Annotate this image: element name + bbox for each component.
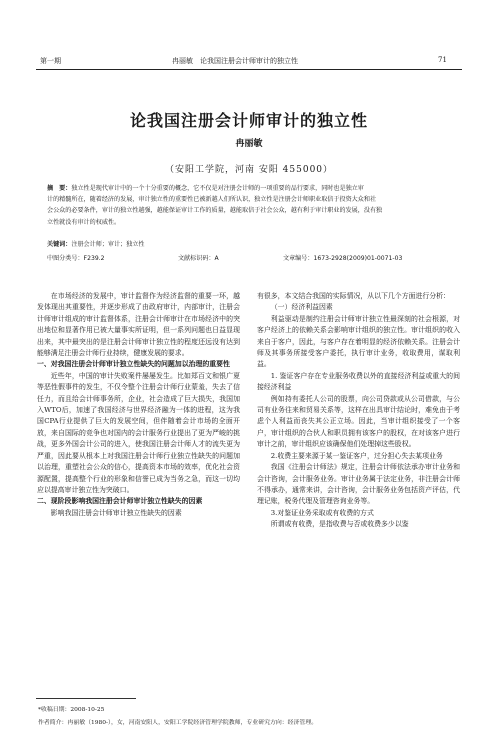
body-paragraph: 例如持有委托人公司的股票，向公司贷款或从公司借款，与公司有业务往来和贸易关系等，这样在出具审计结论时，难免由于考虑个人利益而丧失其公正立场。因此，当审计组织接受了一个客户，审计组织的合伙人和职员拥有该客户的股权，在对该客户进行审计之前，审计组织应该确保他们处理掉这些股权。 [257, 394, 460, 449]
received-date: *收稿日期：2008-10-25 [38, 707, 105, 713]
section-heading: 一、对我国注册会计师审计独立性缺失的问题加以治理的重要性 [37, 360, 230, 369]
body-paragraph: 我国《注册会计师法》规定，注册会计师依法承办审计业务和会计咨询，会计服务业务。审计业务属于法定业务，非注册会计师不得承办，通常来讲，会计咨询，会计服务业务包括资产评估，代理记账，税务代理及管理咨询业务等。 [257, 463, 460, 506]
author-affiliation: （安阳工学院，河南 安阳 455000） [164, 165, 334, 175]
keywords [47, 239, 145, 248]
header-rule [36, 69, 462, 70]
page-number: 71 [438, 56, 447, 64]
body-paragraph: 在市场经济的发展中，审计监督作为经济监督的重要一环，越发体现出其重要性，并逐步形成了由政府审计，内部审计，注册会计师审计组成的审计监督体系，注册会计师审计在市场经济中的突出地位和显著作用已被大量事实所证明，但一系列问题也日益显现出来，其中最突出的是注册会计师审计独立性的程度还远没有达到能够满足注册会计师行业持续，健康发展的要求。 [37, 292, 240, 358]
abstract-line: 立性就没有审计的权威性。 [47, 218, 121, 226]
journal-issue: 第一期 [40, 57, 61, 65]
abstract-line: 计的精髓所在，随着经济的发展，审计独立性的重要性已被新越人们所认识，独立性是注册会计师职业取信于投资大众和社 [47, 196, 377, 204]
subsection-heading: （一）经济利益因素 [270, 303, 333, 312]
body-paragraph: 所谓或有收费，是指收费与否或收费多少以鉴 [270, 520, 409, 529]
abstract-line [47, 183, 455, 194]
keywords-text: 注册会计师；审计；独立性 [71, 241, 145, 248]
clc-number: 中图分类号：F239.2 [47, 255, 105, 262]
section-heading: 二、现阶段影响我国注册会计师审计独立性缺失的因素 [37, 497, 203, 506]
author-bio: 作者简介：冉丽敏（1980-），女，河南安阳人，安阳工学院经济管理学院教师，专业研究方向：经济管理。 [38, 720, 318, 726]
body-paragraph: 近些年，中国的审计失败案件屡屡发生。比如郑百文和银广夏等恶性假事件的发生，不仅令整个注册会计师行业蒙羞，失去了信任力，而且给会计师事务所，企业，社会造成了巨大损失，我国加入WTO后，加速了我国经济与世界经济融为一体的进程，这为我国CPA行业提供了巨大的发展空间，但伴随着会计市场的全面开放，来自国际的竞争也对国内的会计服务行业提出了更为严峻的挑战，更多外国会计公司的进入，使我国注册会计师人才的流失更为严重，因此要从根本上对我国注册会计师行业独立性缺失的问题加以治理，重塑社会公众的信心，提高资本市场的效率，优化社会资源配置，提高整个行业的形象和信誉已成为当务之急，而这一切均应以提高审计独立性为突破口。 [37, 371, 240, 494]
numbered-item: 2.收费主要来源于某一鉴证客户，过分担心失去某项业务 [270, 451, 443, 460]
running-title: 冉丽敏 论我国注册会计师审计的独立性 [172, 57, 298, 65]
body-paragraph: 有很多，本文结合我国的实际情况，从以下几个方面进行分析： [257, 292, 450, 300]
numbered-item: 3.对鉴证业务采取或有收费的方式 [270, 508, 374, 517]
left-column [37, 291, 240, 519]
article-author: 冉丽敏 [235, 139, 263, 149]
numbered-item: 1. 鉴证客户存在专业服务收费以外的直接经济利益或重大的间接经济利益 [257, 371, 460, 392]
article-title: 论我国注册会计师审计的独立性 [129, 111, 368, 130]
right-column [257, 291, 460, 531]
footnote-rule [36, 698, 136, 699]
body-paragraph: 影响我国注册会计师审计独立性缺失的因素 [50, 508, 182, 517]
article-number: 文章编号：1673-2928(2009)01-0071-03 [283, 255, 403, 262]
abstract-line: 会公众的必要条件，审计的独立性越强，越能保证审计工作的质量，越能取信于社会公众，越有利于审计职业的发展，没有独 [47, 207, 383, 215]
abstract-label: 摘 要： [47, 185, 72, 192]
keywords-label: 关键词： [47, 241, 72, 248]
abstract-text: 独立性是现代审计中的一个十分重要的概念，它不仅是对注册会计师的一项重要的品行要求，同时也是独立审 [71, 185, 364, 192]
document-code: 文献标识码：A [178, 255, 219, 262]
abstract [47, 183, 455, 228]
body-paragraph: 利益驱动是制约注册会计师审计独立性最深刻的社会根源，对客户经济上的依赖关系会影响审计组织的独立性。审计组织的收入来自于客户，因此，与客户存在着明显的经济依赖关系。注册会计师及其事务所接受客户委托，执行审计业务，收取费用，谋取利益。 [257, 314, 460, 369]
